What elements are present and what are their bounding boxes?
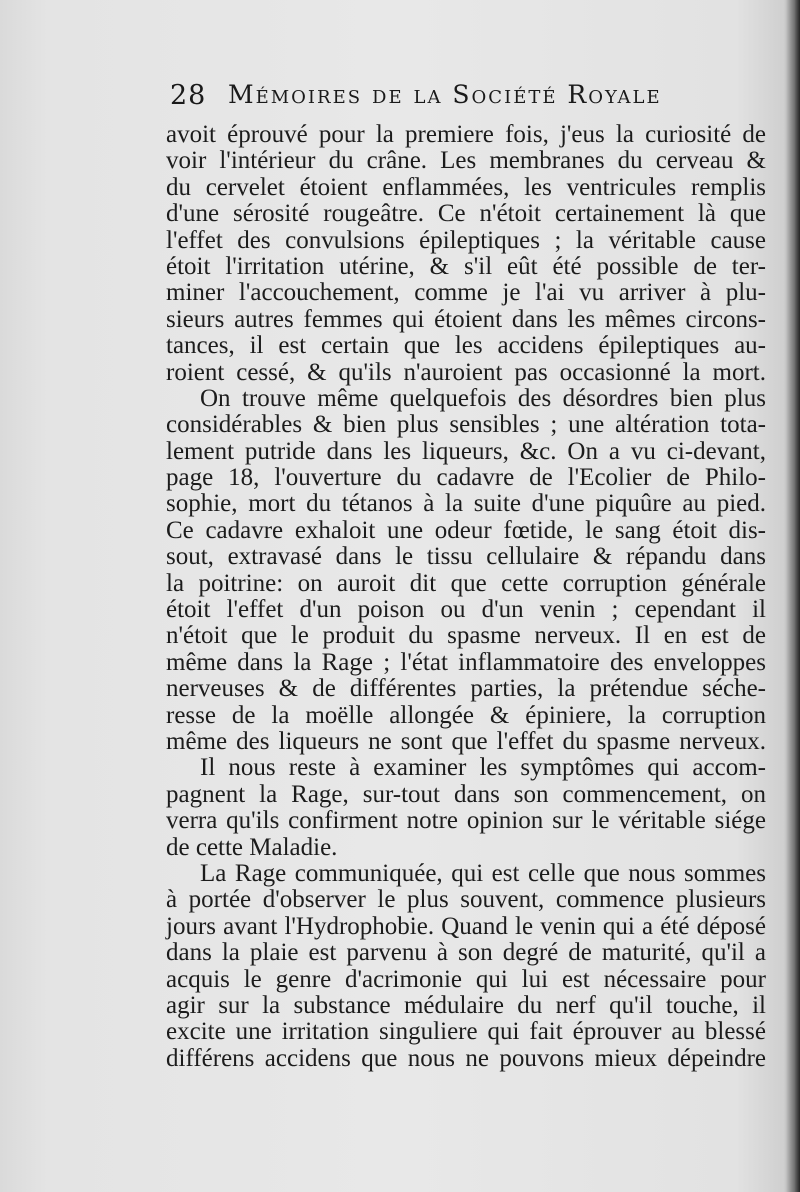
text-line: sout, extravasé dans le tissu cellulaire & répandu dans bbox=[166, 543, 766, 571]
text-line: dans la plaie est parvenu à son degré de maturité, qu'il a bbox=[166, 939, 766, 967]
text-line: agir sur la substance médulaire du nerf qu'il touche, il bbox=[166, 991, 766, 1019]
text-line: sophie, mort du tétanos à la suite d'une piquûre au pied. bbox=[166, 490, 766, 518]
text-line: Ce cadavre exhaloit une odeur fœtide, le sang étoit dis- bbox=[166, 516, 766, 544]
text-line: étoit l'irritation utérine, & s'il eût été possible de ter- bbox=[166, 252, 766, 280]
page-edge-shadow bbox=[786, 0, 800, 1192]
text-line: d'une sérosité rougeâtre. Ce n'étoit certainement là que bbox=[166, 200, 766, 228]
page-header bbox=[170, 78, 720, 118]
text-line: avoit éprouvé pour la premiere fois, j'eus la curiosité de bbox=[166, 121, 766, 148]
body-text bbox=[166, 122, 766, 1072]
text-line: la poitrine: on auroit dit que cette corruption générale bbox=[166, 569, 766, 597]
text-line: miner l'accouchement, comme je l'ai vu arriver à plu- bbox=[166, 279, 766, 307]
text-line: à portée d'observer le plus souvent, commence plusieurs bbox=[166, 886, 766, 914]
text-line: lement putride dans les liqueurs, &c. On a vu ci-devant, bbox=[166, 437, 766, 465]
text-line: n'étoit que le produit du spasme nerveux. Il en est de bbox=[166, 622, 766, 650]
text-line: de cette Maladie. bbox=[166, 833, 338, 861]
text-line: page 18, l'ouverture du cadavre de l'Ecolier de Philo- bbox=[166, 464, 766, 492]
text-line: nerveuses & de différentes parties, la prétendue séche- bbox=[166, 675, 766, 703]
text-line: l'effet des convulsions épileptiques ; la véritable cause bbox=[166, 226, 766, 254]
text-line: tances, il est certain que les accidens épileptiques au- bbox=[166, 332, 766, 360]
running-head: Mémoires de la Société Royale bbox=[228, 80, 662, 109]
text-line: acquis le genre d'acrimonie qui lui est nécessaire pour bbox=[166, 965, 766, 993]
text-line: Il nous reste à examiner les symptômes qui accom- bbox=[200, 754, 766, 782]
text-line: étoit l'effet d'un poison ou d'un venin ; cependant il bbox=[166, 596, 766, 624]
text-line: même dans la Rage ; l'état inflammatoire des enveloppes bbox=[166, 648, 766, 676]
text-line: même des liqueurs ne sont que l'effet du spasme nerveux. bbox=[166, 727, 766, 755]
text-line: excite une irritation singuliere qui fait éprouver au blessé bbox=[166, 1018, 766, 1046]
text-line: jours avant l'Hydrophobie. Quand le venin qui a été déposé bbox=[166, 912, 766, 940]
text-line: roient cessé, & qu'ils n'auroient pas occasionné la mort. bbox=[166, 358, 766, 386]
text-line: pagnent la Rage, sur-tout dans son commencement, on bbox=[166, 780, 766, 808]
text-line: voir l'intérieur du crâne. Les membranes du cerveau & bbox=[166, 147, 766, 175]
text-line: On trouve même quelquefois des désordres bien plus bbox=[200, 384, 766, 412]
page-number: 28 bbox=[170, 80, 207, 111]
text-line: considérables & bien plus sensibles ; une altération tota- bbox=[166, 411, 766, 439]
text-line: verra qu'ils confirment notre opinion sur le véritable siége bbox=[166, 807, 766, 835]
text-line: resse de la moëlle allongée & épiniere, la corruption bbox=[166, 701, 766, 729]
text-line: sieurs autres femmes qui étoient dans les mêmes circons- bbox=[166, 305, 766, 333]
text-line: du cervelet étoient enflammées, les ventricules remplis bbox=[166, 173, 766, 201]
text-line: La Rage communiquée, qui est celle que nous sommes bbox=[200, 859, 766, 887]
text-line: différens accidens que nous ne pouvons mieux dépeindre bbox=[166, 1044, 766, 1072]
